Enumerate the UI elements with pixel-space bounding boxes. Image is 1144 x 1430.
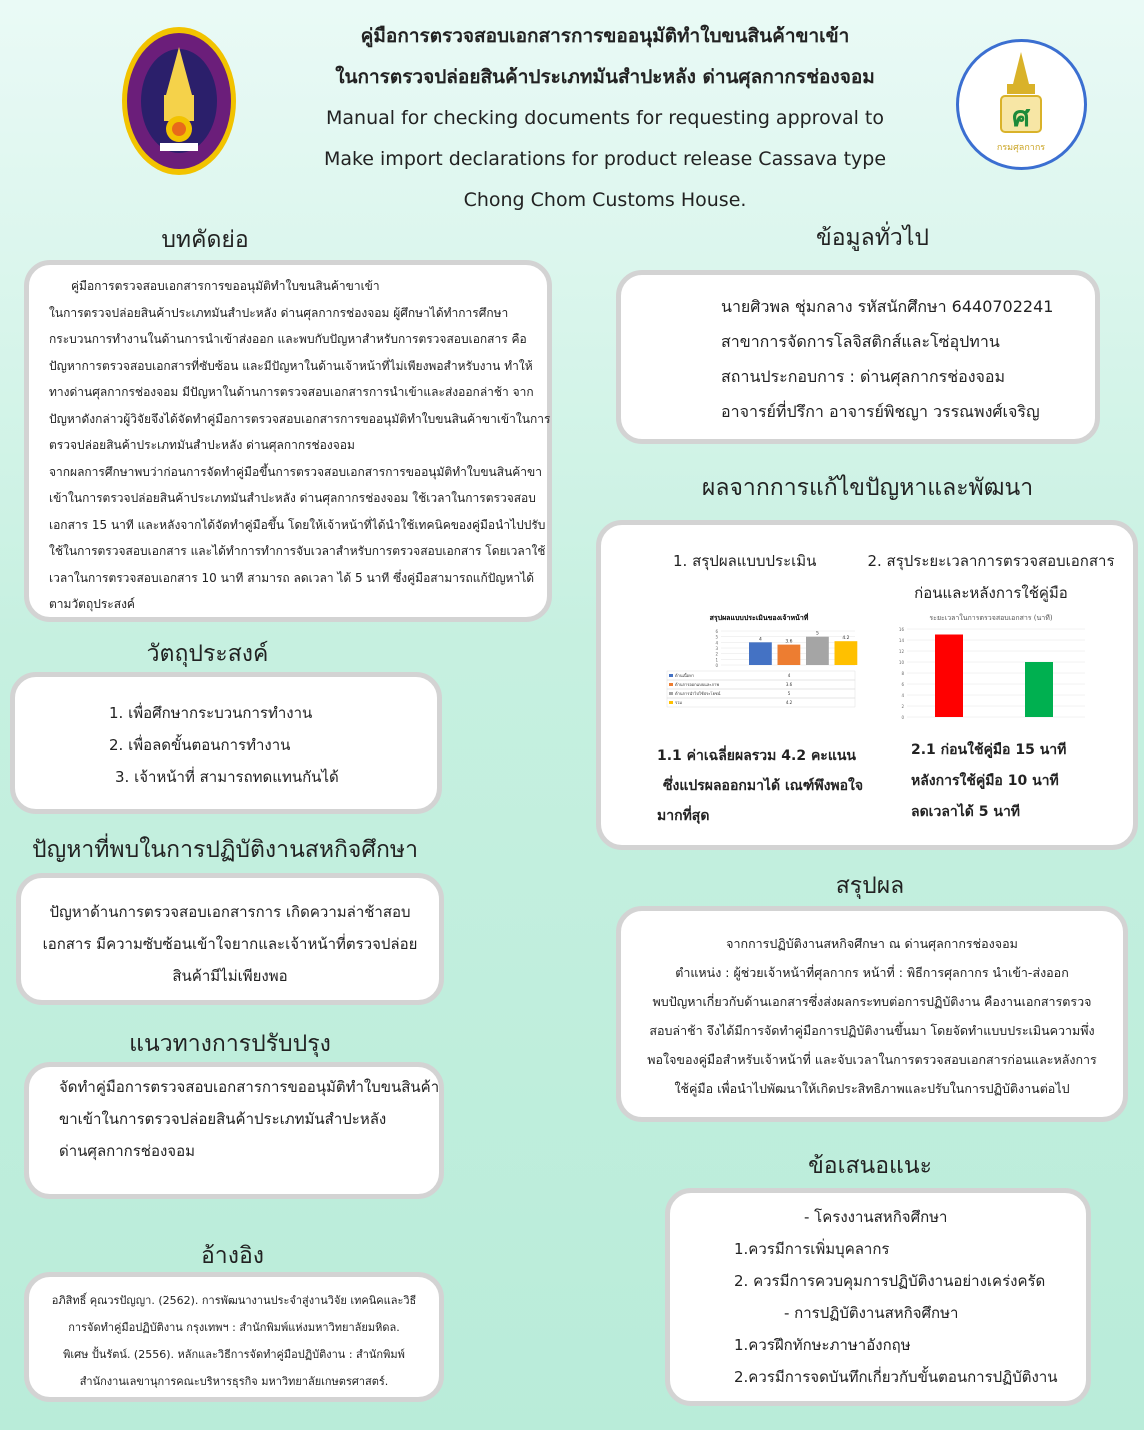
conclusion-line: พบปัญหาเกี่ยวกับด้านเอกสารซึ่งส่งผลกระทบต่อการปฏิบัติงาน คืองานเอกสารตรวจ [652,994,1092,1009]
time-chart-title: ระยะเวลาในการตรวจสอบเอกสาร (นาที) [929,614,1053,622]
abstract-line: เอกสาร 15 นาที และหลังจากได้จัดทำคู่มือขึ้น โดยให้เจ้าหน้าที่ได้นำใช้เทคนิคของคู่มือนำไปปรับ [49,517,546,532]
legend-swatch [669,674,673,677]
y-tick-label: 4 [901,693,904,698]
objectives-heading: วัตถุประสงค์ [146,641,269,667]
abstract-line: ทางด่านศุลกากรช่องจอม มีปัญหาในด้านการตรวจสอบเอกสารการนำเข้าและส่งออกล่าช้า จาก [49,385,534,399]
y-tick-label: 16 [898,627,904,632]
bar [935,635,963,718]
suggestion-line: 1.ควรมีการเพิ่มบุคลากร [734,1240,890,1258]
conclusion-line: สอบล่าช้า จึงได้มีการจัดทำคู่มือการปฏิบัติงานขึ้นมา โดยจัดทำแบบประเมินความพึ่ง [649,1023,1095,1038]
y-tick-label: 1 [715,657,718,663]
time-chart [891,609,1091,725]
problems-line: ปัญหาด้านการตรวจสอบเอกสารการ เกิดความล่าช้าสอบ [49,903,411,921]
general-info-line: สาขาการจัดการโลจิสติกส์และโซ่อุปทาน [721,332,1000,351]
legend-label: รวม [675,700,683,705]
reference-line: สำนักงานเลขานุการคณะบริหารธุรกิจ มหาวิทยาลัยเกษตรศาสตร์. [79,1375,389,1388]
y-tick-label: 4 [715,640,718,646]
results-col1-line: มากที่สุด [657,808,710,824]
legend-swatch [669,692,673,695]
abstract-line: เวลาในการตรวจสอบเอกสาร 10 นาที สามารถ ลดเวลา ได้ 5 นาที ซึ่งคู่มือสามารถแก้ปัญหาได้ [49,570,535,585]
results-col2-title-line1: 2. สรุประยะเวลาการตรวจสอบเอกสาร [867,552,1115,570]
y-tick-label: 8 [901,671,904,676]
legend-value: 3.6 [785,682,793,687]
y-tick-label: 6 [901,682,904,687]
bar [749,642,772,665]
abstract-line: ตามวัตถุประสงค์ [49,597,135,611]
problems-line: เอกสาร มีความซับซ้อนเข้าใจยากและเจ้าหน้าที่ตรวจปล่อย [42,935,418,953]
conclusion-line: ใช้คู่มือ เพื่อนำไปพัฒนาให้เกิดประสิทธิภาพและปรับในการปฏิบัติงานต่อไป [674,1081,1070,1096]
objectives-box [10,672,442,814]
results-col1-title: 1. สรุปผลแบบประเมิน [673,552,817,570]
y-tick-label: 2 [901,704,904,709]
legend-swatch [669,683,673,686]
bar [778,645,801,665]
poster-title [270,22,940,227]
results-col1-line: 1.1 ค่าเฉลี่ยผลรวม 4.2 คะแนน [657,748,856,764]
legend-value: 5 [787,691,791,696]
problems-box [16,873,444,1005]
results-col2-line: ลดเวลาได้ 5 นาที [911,804,1021,820]
university-logo [120,25,238,177]
abstract-line: ปัญหาการตรวจสอบเอกสารที่ซับซ้อน และมีปัญหาในด้านเจ้าหน้าที่ไม่เพียงพอสำหรับงาน ทำให้ [49,358,533,373]
bar-value-label: 4.2 [842,636,850,642]
y-tick-label: 3 [715,646,718,651]
bar [806,637,829,665]
improvement-heading: แนวทางการปรับปรุง [129,1031,331,1057]
bar-value-label: 3.6 [785,639,793,645]
conclusion-line: ตำแหน่ง : ผู้ช่วยเจ้าหน้าที่ศุลกากร หน้าที่ : พิธีการศุลกากร นำเข้า-ส่งออก [675,965,1069,980]
y-tick-label: 6 [715,629,718,634]
abstract-line: คู่มือการตรวจสอบเอกสารการขออนุมัติทำใบขนสินค้าขาเข้า [71,279,380,293]
reference-line: การจัดทำคู่มือปฏิบัติงาน กรุงเทพฯ : สำนักพิมพ์แห่งมหาวิทยาลัยมหิดล. [68,1321,400,1334]
evaluation-chart-title: สรุปผลแบบประเมินของเจ้าหน้าที่ [709,614,809,622]
legend-value: 4 [787,673,791,678]
bar [835,641,858,665]
y-tick-label: 14 [898,638,904,643]
title-thai-line1: คู่มือการตรวจสอบเอกสารการขออนุมัติทำใบขนสินค้าขาเข้า [360,25,850,47]
abstract-line: ปัญหาดังกล่าวผู้วิจัยจึงได้จัดทำคู่มือการตรวจสอบเอกสารการขออนุมัติทำใบขนสินค้าขาเข้าในการ [49,411,551,426]
y-tick-label: 5 [715,634,718,640]
legend-swatch [669,701,673,704]
abstract-line: ในการตรวจปล่อยสินค้าประเภทมันสำปะหลัง ด่านศุลกากรช่องจอม ผู้ศึกษาได้ทำการศึกษา [49,305,509,320]
results-col1-summary [657,741,887,831]
improvement-line: ขาเข้าในการตรวจปล่อยสินค้าประเภทมันสำปะหลัง [59,1110,387,1128]
legend-label: ด้านเนื้อหา [675,673,694,678]
results-col2-title-line2: ก่อนและหลังการใช้คู่มือ [914,584,1068,602]
problems-line: สินค้ามีไม่เพียงพอ [172,967,288,985]
conclusion-line: จากการปฏิบัติงานสหกิจศึกษา ณ ด่านศุลกากรช่องจอม [726,936,1018,951]
results-box [596,520,1138,850]
abstract-line: เข้าในการตรวจปล่อยสินค้าประเภทมันสำปะหลัง ด่านศุลกากรช่องจอม ใช้เวลาในการตรวจสอบ [49,491,536,505]
conclusion-line: พอใจของคู่มือสำหรับเจ้าหน้าที่ และจับเวลาในการตรวจสอบเอกสารก่อนและหลังการ [647,1052,1097,1067]
conclusion-heading: สรุปผล [835,873,905,899]
suggestion-line: 2.ควรมีการจดบันทึกเกี่ยวกับขั้นตอนการปฏิบัติงาน [734,1368,1058,1386]
bar-value-label: 4 [758,637,762,643]
y-tick-label: 12 [898,649,904,654]
problems-heading: ปัญหาที่พบในการปฏิบัติงานสหกิจศึกษา [32,837,418,863]
general-info-heading: ข้อมูลทั่วไป [815,225,930,251]
results-col1-line: ซึ่งแปรผลออกมาได้ เณฑ์พึงพอใจ [663,778,864,794]
references-heading: อ้างอิง [200,1243,264,1269]
results-col2-title [861,545,1121,609]
results-col2-line: 2.1 ก่อนใช้คู่มือ 15 นาที [911,742,1067,758]
improvement-line: ด่านศุลกากรช่องจอม [59,1142,195,1160]
objective-item: 3. เจ้าหน้าที่ สามารถทดแทนกันได้ [115,768,339,786]
suggestion-line: - โครงงานสหกิจศึกษา [804,1208,948,1226]
customs-department-logo [955,38,1088,171]
suggestion-line: - การปฏิบัติงานสหกิจศึกษา [784,1304,959,1322]
evaluation-chart [659,609,859,729]
legend-label: ด้านการนำไปใช้ประโยชน์ [675,691,721,696]
svg-text:ศ: ศ [1012,100,1030,133]
bar [1025,662,1053,717]
abstract-line: ตรวจปล่อยสินค้าประเภทมันสำปะหลัง ด่านศุลกากรช่องจอม [49,438,355,452]
abstract-heading: บทคัดย่อ [161,227,249,253]
suggestion-line: 2. ควรมีการควบคุมการปฏิบัติงานอย่างเคร่งครัด [734,1272,1046,1290]
general-info-line: นายศิวพล ชุ่มกลาง รหัสนักศึกษา 6440702241 [721,297,1054,316]
legend-value: 4.2 [785,700,793,705]
results-col2-summary [911,735,1111,828]
results-heading: ผลจากการแก้ไขปัญหาและพัฒนา [701,475,1034,501]
references-box [24,1272,444,1402]
title-english-line2: Make import declarations for product release Cassava type [323,148,887,170]
improvement-line: จัดทำคู่มือการตรวจสอบเอกสารการขออนุมัติทำใบขนสินค้า [59,1078,440,1096]
abstract-line: กระบวนการทำงานในด้านการนำเข้าส่งออก และพบกับปัญหาสำหรับการตรวจสอบเอกสาร คือ [49,332,527,346]
abstract-line: จากผลการศึกษาพบว่าก่อนการจัดทำคู่มือขึ้นการตรวจสอบเอกสารการขออนุมัติทำใบขนสินค้าขา [49,464,542,479]
reference-line: พิเศษ ปั้นรัตน์. (2556). หลักและวิธีการจัดทำคู่มือปฏิบัติงาน : สำนักพิมพ์ [63,1348,405,1361]
title-english-line3: Chong Chom Customs House. [463,189,747,211]
objective-item: 2. เพื่อลดขั้นตอนการทำงาน [109,736,291,754]
general-info-line: อาจารย์ที่ปรึกา อาจารย์พิชญา วรรณพงศ์เจริญ [721,402,1040,421]
bar-value-label: 5 [815,631,819,637]
legend-label: ด้านการออกแบบและภาพ [675,682,719,687]
customs-logo-caption: กรมศุลกากร [996,143,1046,153]
y-tick-label: 0 [715,663,718,668]
abstract-box [24,260,552,622]
y-tick-label: 10 [898,660,904,665]
objective-item: 1. เพื่อศึกษากระบวนการทำงาน [109,704,313,722]
suggestions-box [665,1188,1091,1406]
general-info-line: สถานประกอบการ : ด่านศุลกากรช่องจอม [721,367,1006,386]
reference-line: อภิสิทธิ์ คุณวรปัญญา. (2562). การพัฒนางานประจำสู่งานวิจัย เทคนิคและวิธี [51,1294,417,1307]
y-tick-label: 2 [715,651,718,657]
suggestion-line: 1.ควรฝึกทักษะภาษาอังกฤษ [734,1336,911,1354]
title-english-line1: Manual for checking documents for requesting approval to [326,107,884,129]
general-info-box [616,270,1100,444]
suggestions-heading: ข้อเสนอแนะ [808,1153,932,1179]
y-tick-label: 0 [901,715,904,720]
conclusion-box [616,906,1128,1122]
title-thai-line2: ในการตรวจปล่อยสินค้าประเภทมันสำปะหลัง ด่านศุลกากรช่องจอม [335,66,875,88]
abstract-line: ใช้ในการตรวจสอบเอกสาร และได้ทำการทำการจับเวลาสำหรับการตรวจสอบเอกสาร โดยเวลาใช้ [49,544,546,558]
improvement-box [24,1062,444,1199]
results-col2-line: หลังการใช้คู่มือ 10 นาที [911,773,1059,789]
